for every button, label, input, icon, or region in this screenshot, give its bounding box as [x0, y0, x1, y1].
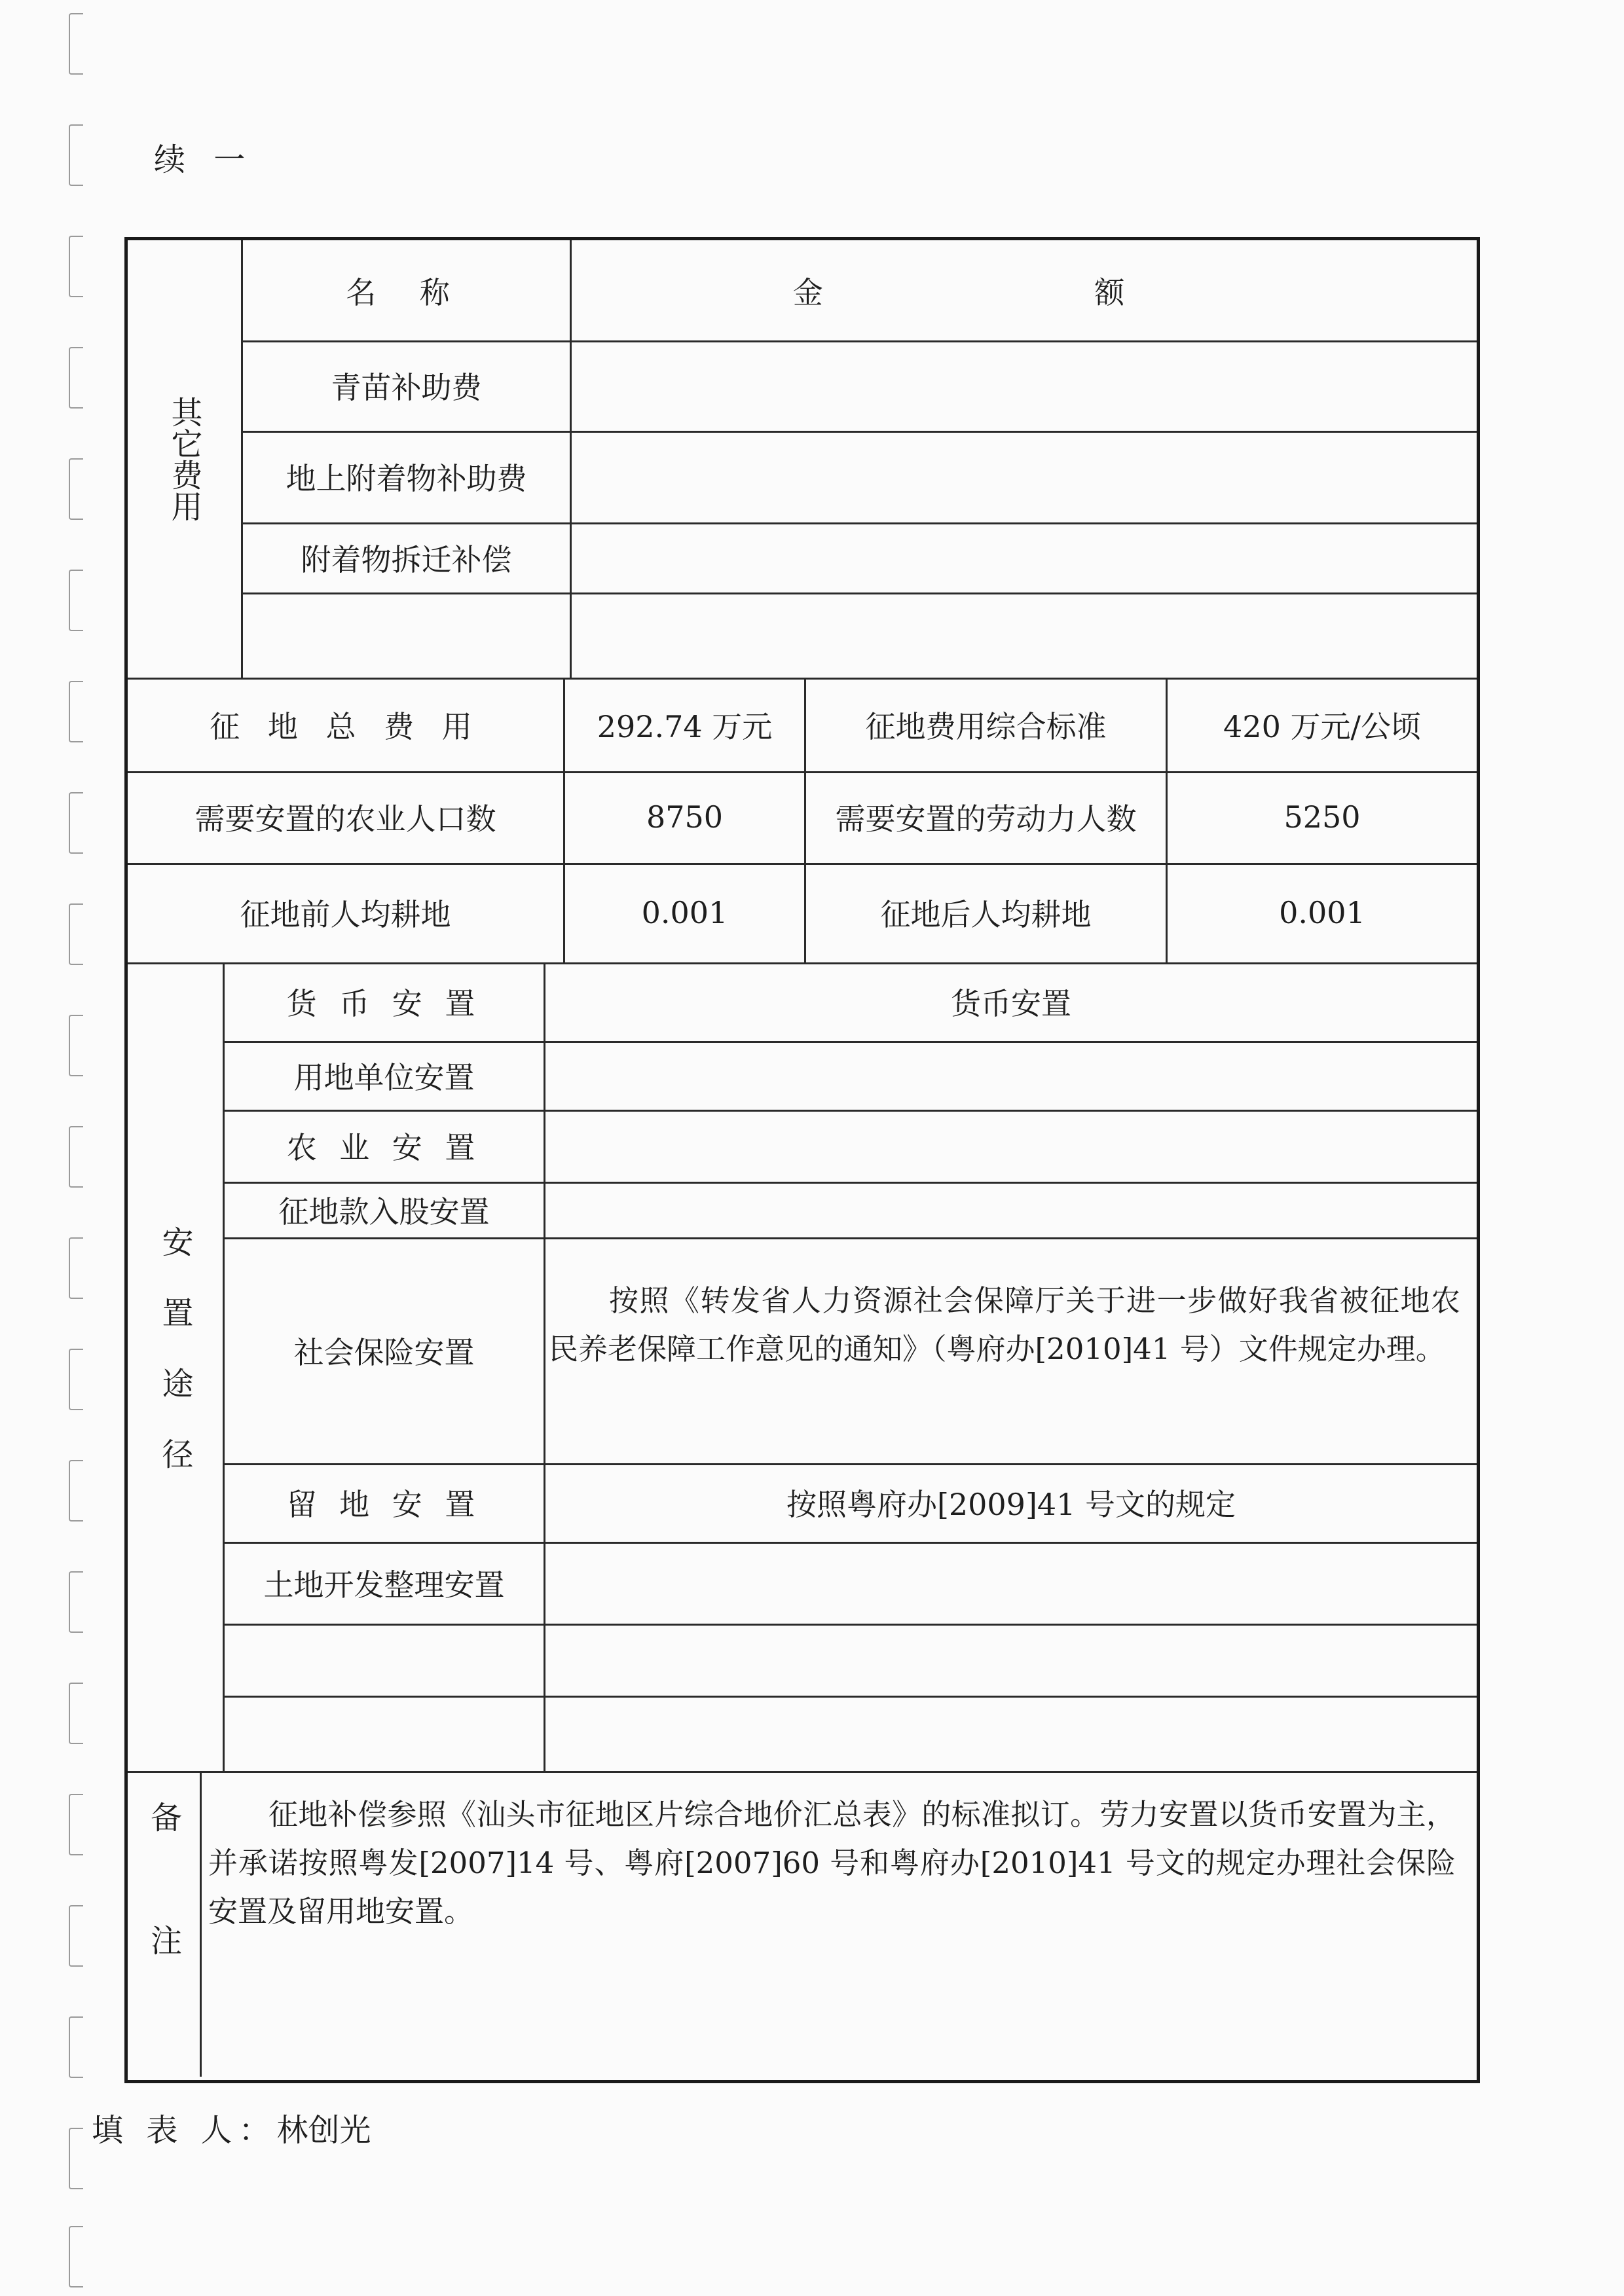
labor-value: 5250 — [1283, 799, 1361, 835]
binder-hole — [69, 1571, 83, 1633]
standard-value: 420 万元/公顷 — [1223, 708, 1421, 744]
filler-row — [92, 2105, 371, 2150]
resettlement-row-label: 货 币 安 置 — [286, 986, 482, 1021]
binder-hole — [69, 1905, 83, 1967]
other-fees-section-label: 其它费用 — [166, 396, 202, 522]
column-header-amount: 金 额 — [792, 274, 1256, 310]
binder-hole — [69, 458, 83, 520]
resettlement-row-label: 征地款入股安置 — [278, 1194, 490, 1230]
fee-row-label: 青苗补助费 — [331, 370, 482, 405]
land-before-label: 征地前人均耕地 — [240, 897, 451, 932]
land-after-label: 征地后人均耕地 — [880, 897, 1092, 932]
binder-hole — [69, 2128, 83, 2189]
resettlement-row-label: 农 业 安 置 — [286, 1130, 482, 1165]
binder-hole — [69, 1349, 83, 1410]
binder-hole — [69, 2226, 83, 2287]
binder-hole — [69, 1126, 83, 1188]
resettlement-row-value — [545, 1624, 1477, 1696]
fee-row-label: 地上附着物补助费 — [286, 461, 527, 496]
population-label: 需要安置的农业人口数 — [194, 801, 496, 837]
fee-row-label — [243, 592, 570, 678]
binder-hole — [69, 1683, 83, 1744]
standard-label: 征地费用综合标准 — [865, 708, 1107, 744]
resettlement-row-value — [545, 1110, 1477, 1182]
resettlement-section-label: 安置途径 — [157, 1225, 193, 1508]
resettlement-row-label: 土地开发整理安置 — [263, 1567, 505, 1603]
binder-hole — [69, 570, 83, 631]
resettlement-row-value — [545, 1182, 1477, 1237]
population-value: 8750 — [646, 799, 724, 835]
binder-margin — [0, 0, 111, 2296]
remarks-label: 备注 — [145, 1800, 182, 2047]
resettlement-row-label: 留 地 安 置 — [286, 1487, 482, 1522]
labor-label: 需要安置的劳动力人数 — [835, 801, 1137, 837]
binder-hole — [69, 1460, 83, 1522]
resettlement-row-label: 用地单位安置 — [293, 1059, 475, 1095]
resettlement-row-label — [225, 1624, 544, 1696]
total-cost-label: 征 地 总 费 用 — [210, 708, 481, 744]
resettlement-row-value — [545, 1696, 1477, 1771]
binder-hole — [69, 792, 83, 854]
social-insurance-text: 按照《转发省人力资源社会保障厅关于进一步做好我省被征地农民养老保障工作意见的通知》（粤府办[2010]41 号）文件规定办理。 — [549, 1283, 1460, 1366]
continuation-label: 续 一 — [154, 141, 255, 178]
resettlement-row-value: 按照粤府办[2009]41 号文的规定 — [786, 1487, 1236, 1522]
binder-hole — [69, 1237, 83, 1299]
resettlement-row-value: 货币安置 — [951, 986, 1071, 1021]
resettlement-row-label — [225, 1696, 544, 1771]
binder-hole — [69, 236, 83, 297]
binder-hole — [69, 13, 83, 75]
binder-hole — [69, 2016, 83, 2078]
resettlement-row-label: 社会保险安置 — [293, 1334, 475, 1370]
resettlement-row-value — [545, 1041, 1477, 1110]
resettlement-row-value — [545, 1542, 1477, 1624]
land-after-value: 0.001 — [1279, 895, 1365, 930]
filler-label: 填 表 人： — [92, 2112, 277, 2149]
column-header-name: 名 称 — [346, 274, 467, 310]
binder-hole — [69, 681, 83, 742]
fee-row-label: 附着物拆迁补偿 — [301, 541, 512, 577]
binder-hole — [69, 124, 83, 186]
land-before-value: 0.001 — [641, 895, 728, 930]
filler-name: 林创光 — [276, 2112, 371, 2149]
binder-hole — [69, 903, 83, 965]
binder-hole — [69, 1794, 83, 1855]
binder-hole — [69, 347, 83, 409]
total-cost-value: 292.74 万元 — [597, 708, 773, 744]
binder-hole — [69, 1015, 83, 1076]
remarks-text: 征地补偿参照《汕头市征地区片综合地价汇总表》的标准拟订。劳力安置以货币安置为主，并承诺按照粤发[2007]14 号、粤府[2007]60 号和粤府办[2010]41 号文的规定办理社会保险安置及留用地安置。 — [208, 1797, 1456, 1929]
